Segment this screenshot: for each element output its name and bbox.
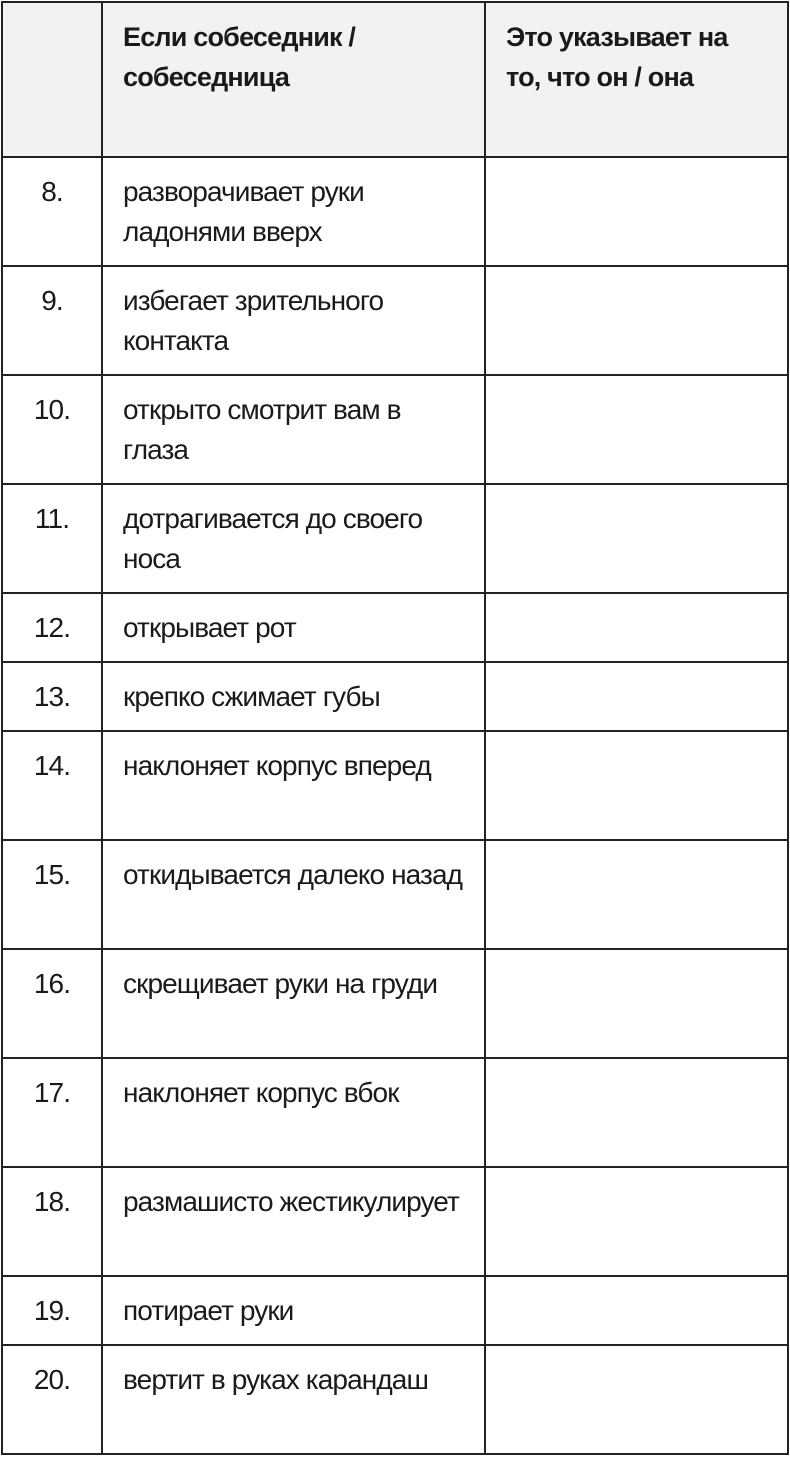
row-behavior: дотрагивается до своего носа: [102, 484, 485, 593]
row-number: 12.: [2, 593, 102, 662]
row-number: 20.: [2, 1345, 102, 1454]
row-answer-cell[interactable]: [485, 731, 788, 840]
row-answer-cell[interactable]: [485, 662, 788, 731]
table-row: [2, 662, 788, 731]
row-behavior: размашисто жестикулирует: [102, 1167, 485, 1276]
table-row: [2, 731, 788, 840]
row-number: 8.: [2, 157, 102, 266]
body-language-table: [1, 1, 789, 1455]
table-row: [2, 1345, 788, 1454]
row-behavior: потирает руки: [102, 1276, 485, 1345]
row-behavior: откидывается далеко назад: [102, 840, 485, 949]
header-meaning: Это указывает на то, что он / она: [485, 2, 788, 157]
row-answer-cell[interactable]: [485, 949, 788, 1058]
row-number: 13.: [2, 662, 102, 731]
row-answer-cell[interactable]: [485, 1276, 788, 1345]
row-number: 10.: [2, 375, 102, 484]
row-behavior: разворачивает руки ладонями вверх: [102, 157, 485, 266]
row-behavior: избегает зрительного контакта: [102, 266, 485, 375]
row-behavior: наклоняет корпус вперед: [102, 731, 485, 840]
header-behavior: Если собеседник / собеседница: [102, 2, 485, 157]
row-answer-cell[interactable]: [485, 593, 788, 662]
row-number: 19.: [2, 1276, 102, 1345]
row-answer-cell[interactable]: [485, 266, 788, 375]
table-row: [2, 840, 788, 949]
row-number: 17.: [2, 1058, 102, 1167]
row-answer-cell[interactable]: [485, 840, 788, 949]
row-number: 9.: [2, 266, 102, 375]
table-row: [2, 593, 788, 662]
row-answer-cell[interactable]: [485, 484, 788, 593]
row-behavior: открывает рот: [102, 593, 485, 662]
header-number: [2, 2, 102, 157]
row-behavior: вертит в руках карандаш: [102, 1345, 485, 1454]
row-number: 18.: [2, 1167, 102, 1276]
table-row: [2, 1058, 788, 1167]
row-number: 16.: [2, 949, 102, 1058]
row-answer-cell[interactable]: [485, 1058, 788, 1167]
row-answer-cell[interactable]: [485, 1345, 788, 1454]
row-behavior: открыто смотрит вам в глаза: [102, 375, 485, 484]
row-answer-cell[interactable]: [485, 1167, 788, 1276]
row-behavior: крепко сжимает губы: [102, 662, 485, 731]
table-header-row: [2, 2, 788, 157]
row-behavior: наклоняет корпус вбок: [102, 1058, 485, 1167]
table-row: [2, 484, 788, 593]
row-answer-cell[interactable]: [485, 157, 788, 266]
table-row: [2, 1276, 788, 1345]
row-number: 14.: [2, 731, 102, 840]
table-row: [2, 157, 788, 266]
table-row: [2, 375, 788, 484]
row-behavior: скрещивает руки на груди: [102, 949, 485, 1058]
row-number: 15.: [2, 840, 102, 949]
row-answer-cell[interactable]: [485, 375, 788, 484]
table-row: [2, 949, 788, 1058]
table-row: [2, 266, 788, 375]
table-row: [2, 1167, 788, 1276]
row-number: 11.: [2, 484, 102, 593]
